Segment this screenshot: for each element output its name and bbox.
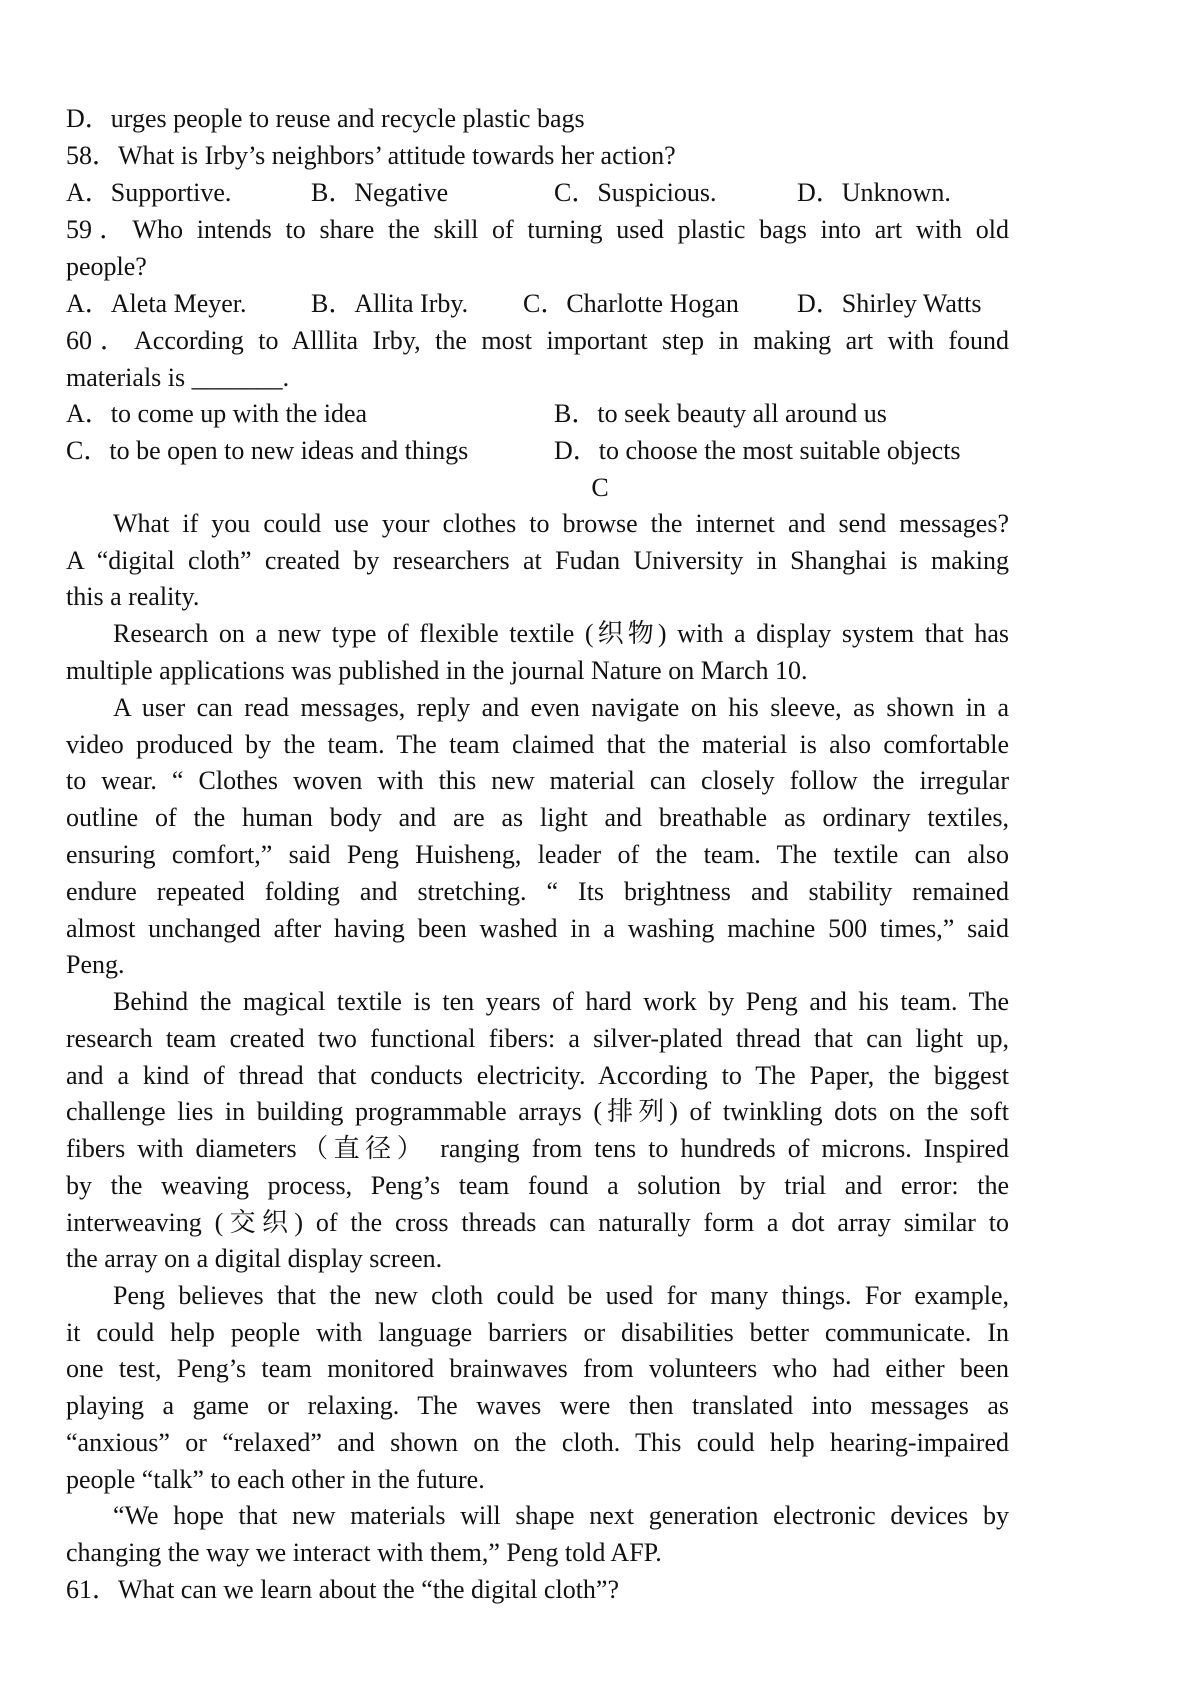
q60-stem-line-2: materials is _______. xyxy=(66,363,290,392)
para4-line-5: fibers with diameters（直径） ranging from tens to hundreds of microns. Inspired xyxy=(66,1134,1009,1163)
q59-option-c: C．Charlotte Hogan xyxy=(523,289,739,318)
q59-stem-line-1: 59．Who intends to share the skill of turning used plastic bags into art with old xyxy=(66,215,1009,244)
para4-line-6: by the weaving process, Peng’s team found a solution by trial and error: the xyxy=(66,1171,1009,1200)
para4-line-8: the array on a digital display screen. xyxy=(66,1244,443,1273)
para6-line-2: changing the way we interact with them,” Peng told AFP. xyxy=(66,1538,662,1567)
q59-option-d: D．Shirley Watts xyxy=(797,289,982,318)
q58-stem: 58．What is Irby’s neighbors’ attitude towards her action? xyxy=(66,141,676,170)
para3-line-7: almost unchanged after having been washed in a washing machine 500 times,” said xyxy=(66,914,1009,943)
q59-option-b: B．Allita Irby. xyxy=(311,289,469,318)
para5-line-2: it could help people with language barriers or disabilities better communicate. In xyxy=(66,1318,1009,1347)
q58-option-a: A．Supportive. xyxy=(66,178,232,207)
para4-line-7: interweaving (交织) of the cross threads can naturally form a dot array similar to xyxy=(66,1208,1009,1237)
para6-line-1: “We hope that new materials will shape next generation electronic devices by xyxy=(113,1501,1009,1530)
q60-option-a: A．to come up with the idea xyxy=(66,399,368,428)
para4-line-4: challenge lies in building programmable arrays (排列) of twinkling dots on the soft xyxy=(66,1097,1009,1126)
q59-stem-line-2: people? xyxy=(66,252,147,281)
q58-option-c: C．Suspicious. xyxy=(554,178,717,207)
q58-option-d: D．Unknown. xyxy=(797,178,951,207)
para3-line-2: video produced by the team. The team claimed that the material is also comfortable xyxy=(66,730,1009,759)
q60-option-c: C．to be open to new ideas and things xyxy=(66,436,469,465)
q58-option-b: B．Negative xyxy=(311,178,449,207)
para3-line-4: outline of the human body and are as light and breathable as ordinary textiles, xyxy=(66,803,1009,832)
para4-line-2: research team created two functional fibers: a silver-plated thread that can light up, xyxy=(66,1024,1009,1053)
q61-stem: 61．What can we learn about the “the digital cloth”? xyxy=(66,1575,619,1604)
section-heading: C xyxy=(591,473,609,502)
q60-option-d: D．to choose the most suitable objects xyxy=(554,436,961,465)
para5-line-6: people “talk” to each other in the future. xyxy=(66,1465,485,1494)
para1-line-1: What if you could use your clothes to browse the internet and send messages? xyxy=(113,509,1009,538)
q60-stem-line-1: 60．According to Alllita Irby, the most important step in making art with found xyxy=(66,326,1009,355)
q60-option-b: B．to seek beauty all around us xyxy=(554,399,887,428)
para1-line-3: this a reality. xyxy=(66,582,200,611)
para3-line-8: Peng. xyxy=(66,950,125,979)
para5-line-1: Peng believes that the new cloth could be used for many things. For example, xyxy=(113,1281,1009,1310)
para5-line-4: playing a game or relaxing. The waves were then translated into messages as xyxy=(66,1391,1009,1420)
para5-line-5: “anxious” or “relaxed” and shown on the cloth. This could help hearing-impaired xyxy=(66,1428,1009,1457)
para3-line-6: endure repeated folding and stretching. “ Its brightness and stability remained xyxy=(66,877,1009,906)
q59-option-a: A．Aleta Meyer. xyxy=(66,289,247,318)
para5-line-3: one test, Peng’s team monitored brainwaves from volunteers who had either been xyxy=(66,1354,1009,1383)
para1-line-2: A “digital cloth” created by researchers at Fudan University in Shanghai is making xyxy=(66,546,1009,575)
para2-line-1: Research on a new type of flexible textile (织物) with a display system that has xyxy=(113,619,1009,648)
para4-line-1: Behind the magical textile is ten years of hard work by Peng and his team. The xyxy=(113,987,1009,1016)
para2-line-2: multiple applications was published in the journal Nature on March 10. xyxy=(66,656,808,685)
para3-line-3: to wear. “ Clothes woven with this new material can closely follow the irregular xyxy=(66,766,1009,795)
para3-line-1: A user can read messages, reply and even navigate on his sleeve, as shown in a xyxy=(113,693,1009,722)
q57-option-d: D．urges people to reuse and recycle plastic bags xyxy=(66,104,585,133)
para4-line-3: and a kind of thread that conducts electricity. According to The Paper, the biggest xyxy=(66,1061,1009,1090)
para3-line-5: ensuring comfort,” said Peng Huisheng, leader of the team. The textile can also xyxy=(66,840,1009,869)
